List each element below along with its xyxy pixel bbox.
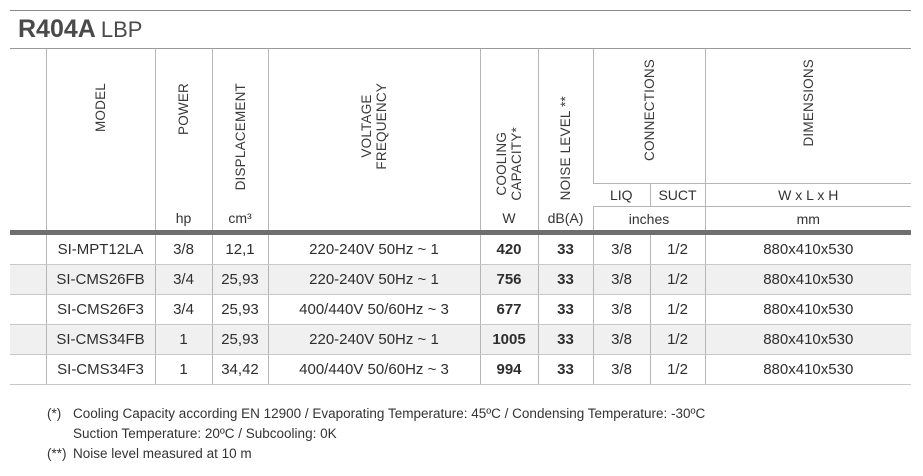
model-cell: SI-MPT12LA [46,233,155,265]
row-blank-cell [10,233,46,265]
liq-cell: 3/8 [593,355,650,385]
suct-cell: 1/2 [650,233,705,265]
liq-cell: 3/8 [593,233,650,265]
page-title [18,14,142,45]
displacement-cell: 34,42 [212,355,268,385]
power-cell: 1 [155,355,212,385]
cooling-cell: 994 [480,355,538,385]
voltage-cell: 400/440V 50/60Hz ~ 3 [268,355,480,385]
table-row [10,233,911,265]
row-blank-cell [10,295,46,325]
displacement-cell: 25,93 [212,295,268,325]
power-header: POWER [155,49,212,207]
cooling-unit: W [480,207,538,233]
liq-cell: 3/8 [593,265,650,295]
range-label: LBP [100,17,143,42]
spec-table [10,48,911,385]
dimensions-cell: 880x410x530 [705,233,911,265]
footnote-1-text-2: Suction Temperature: 20ºC / Subcooling: 0K [73,426,337,441]
table-header [10,49,911,233]
footnote-2-text: Noise level measured at 10 m [73,446,252,461]
noise-cell: 33 [538,265,593,295]
noise-cell: 33 [538,295,593,325]
model-header: MODEL [46,49,155,207]
voltage-cell: 220-240V 50Hz ~ 1 [268,265,480,295]
cooling-cell: 420 [480,233,538,265]
table-body [10,233,911,385]
footnote-1-continued [47,424,705,444]
power-unit: hp [155,207,212,233]
voltage-header: VOLTAGE FREQUENCY [268,49,480,207]
table-row [10,325,911,355]
dimensions-cell: 880x410x530 [705,355,911,385]
cooling-cell: 1005 [480,325,538,355]
voltage-cell: 220-240V 50Hz ~ 1 [268,233,480,265]
noise-unit: dB(A) [538,207,593,233]
liq-cell: 3/8 [593,295,650,325]
blank-unit-cell [10,207,46,233]
cooling-cell: 677 [480,295,538,325]
row-blank-cell [10,265,46,295]
voltage-cell: 400/440V 50/60Hz ~ 3 [268,295,480,325]
model-cell: SI-CMS26FB [46,265,155,295]
model-cell: SI-CMS34F3 [46,355,155,385]
dimensions-unit: mm [705,207,911,233]
power-cell: 3/4 [155,295,212,325]
footnotes [47,404,705,464]
footnote-1-mark: (*) [47,406,62,421]
suct-cell: 1/2 [650,325,705,355]
power-cell: 3/8 [155,233,212,265]
suct-cell: 1/2 [650,265,705,295]
wlh-header: W x L x H [705,184,911,207]
model-cell: SI-CMS26F3 [46,295,155,325]
model-unit-cell [46,207,155,233]
cooling-cell: 756 [480,265,538,295]
footnote-2 [47,444,705,464]
dimensions-header: DIMENSIONS [705,49,911,184]
suct-header: SUCT [650,184,705,207]
displacement-header: DISPLACEMENT [212,49,268,207]
cooling-header: COOLING CAPACITY* [480,49,538,207]
displacement-cell: 12,1 [212,233,268,265]
row-blank-cell [10,355,46,385]
model-cell: SI-CMS34FB [46,325,155,355]
title-top-rule [10,10,911,11]
suct-cell: 1/2 [650,355,705,385]
connections-header: CONNECTIONS [593,49,705,184]
footnote-2-mark: (**) [47,446,67,461]
noise-cell: 33 [538,325,593,355]
dimensions-cell: 880x410x530 [705,325,911,355]
refrigerant-label: R404A [18,15,96,43]
connections-unit: inches [593,207,705,233]
table-row [10,295,911,325]
liq-cell: 3/8 [593,325,650,355]
noise-cell: 33 [538,233,593,265]
footnote-1-text: Cooling Capacity according EN 12900 / Evaporating Temperature: 45ºC / Condensing Temperature: -30ºC [73,406,706,421]
voltage-cell: 220-240V 50Hz ~ 1 [268,325,480,355]
noise-cell: 33 [538,355,593,385]
dimensions-cell: 880x410x530 [705,295,911,325]
blank-header-cell [10,49,46,207]
table-row [10,265,911,295]
displacement-cell: 25,93 [212,325,268,355]
dimensions-cell: 880x410x530 [705,265,911,295]
noise-header: NOISE LEVEL ** [538,49,593,207]
voltage-unit-cell [268,207,480,233]
liq-header: LIQ [593,184,650,207]
displacement-unit: cm³ [212,207,268,233]
power-cell: 1 [155,325,212,355]
displacement-cell: 25,93 [212,265,268,295]
power-cell: 3/4 [155,265,212,295]
footnote-1 [47,404,705,424]
suct-cell: 1/2 [650,295,705,325]
row-blank-cell [10,325,46,355]
table-row [10,355,911,385]
